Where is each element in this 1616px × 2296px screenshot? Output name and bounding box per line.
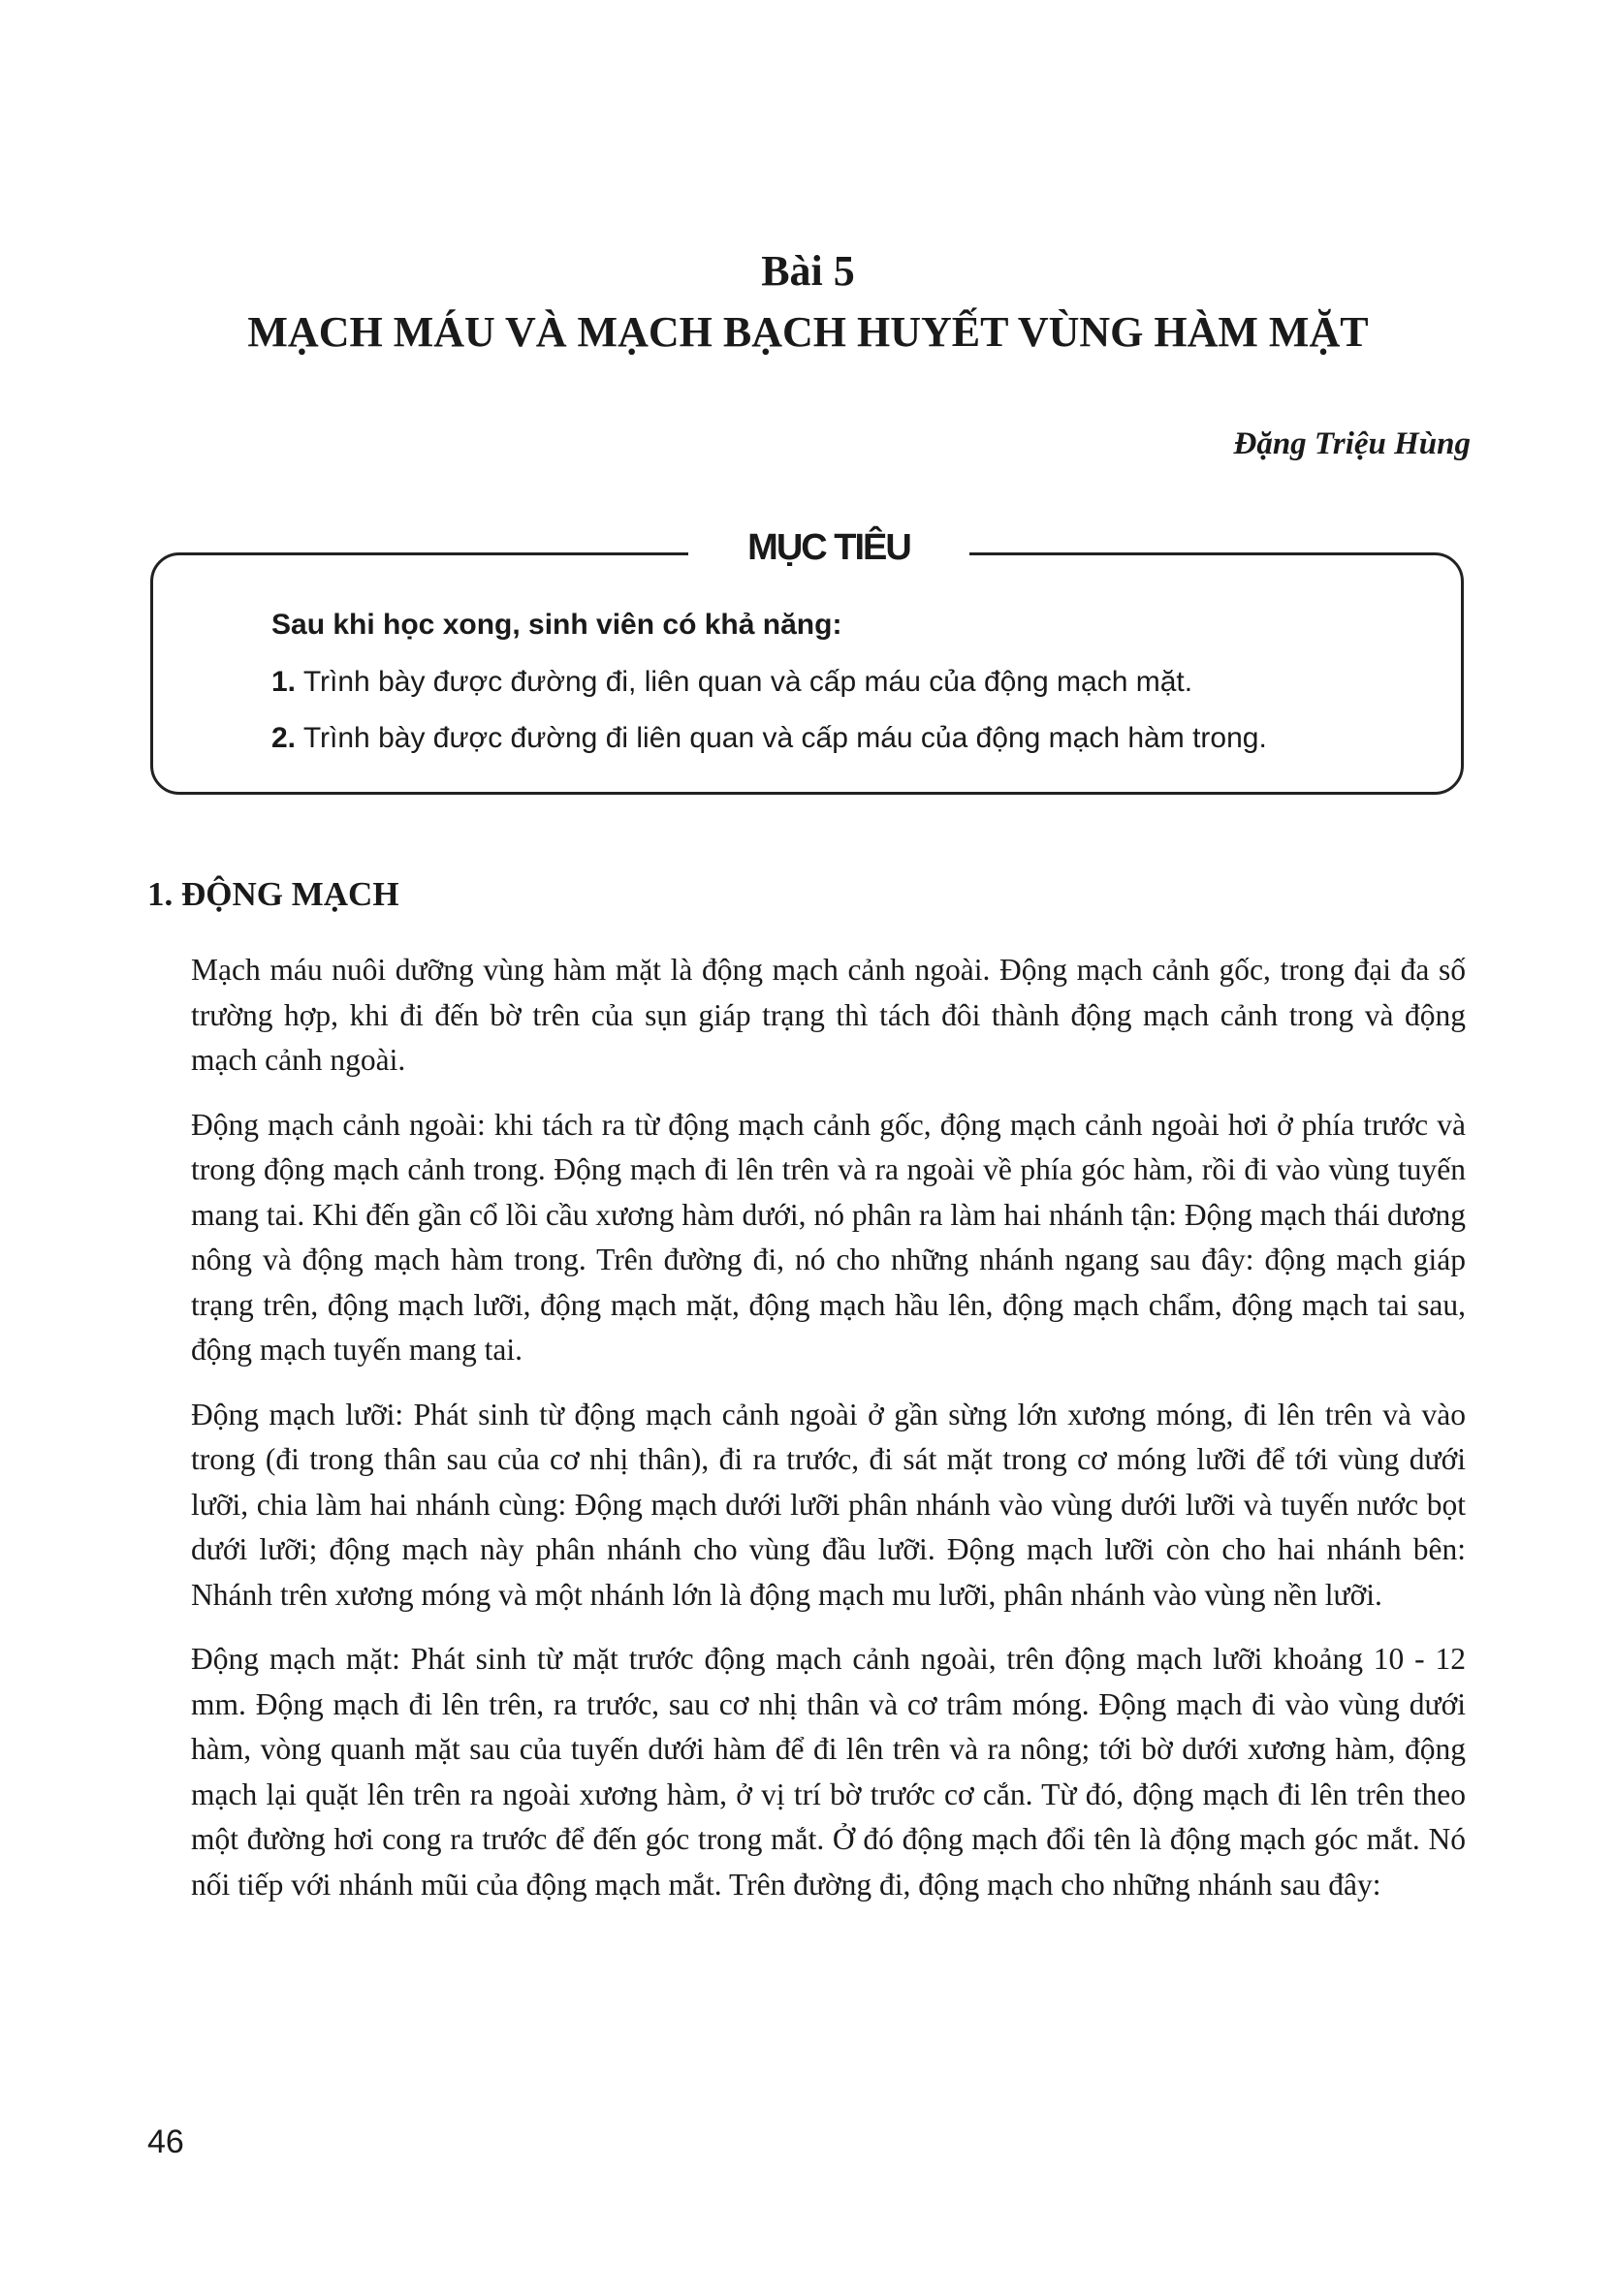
lesson-title: MẠCH MÁU VÀ MẠCH BẠCH HUYẾT VÙNG HÀM MẶT: [247, 308, 1369, 356]
lesson-number: Bài 5: [761, 247, 855, 295]
paragraph: Động mạch cảnh ngoài: khi tách ra từ động mạch cảnh gốc, động mạch cảnh ngoài hơi ở phía trước và trong động mạch cảnh trong. Động mạch đi lên trên và ra ngoài về phía góc hàm, rồi đi vào vùng tuyến mang tai. Khi đến gần cổ lồi cầu xương hàm dưới, nó phân ra làm hai nhánh tận: Động mạch thái dương nông và động mạch hàm trong. Trên đường đi, nó cho những nhánh ngang sau đây: động mạch giáp trạng trên, động mạch lưỡi, động mạch mặt, động mạch hầu lên, động mạch chẩm, động mạch tai sau, động mạch tuyến mang tai.: [191, 1107, 1466, 1367]
paragraph: Mạch máu nuôi dưỡng vùng hàm mặt là động mạch cảnh ngoài. Động mạch cảnh gốc, trong đại đa số trường hợp, khi đi đến bờ trên của sụn giáp trạng thì tách đôi thành động mạch cảnh trong và động mạch cảnh ngoài.: [191, 953, 1466, 1077]
objective-text: Trình bày được đường đi liên quan và cấp máu của động mạch hàm trong.: [302, 722, 1267, 754]
objectives-intro: Sau khi học xong, sinh viên có khả năng:: [271, 609, 842, 641]
author-name: Đặng Triệu Hùng: [1233, 426, 1471, 461]
objective-number: 2.: [271, 722, 297, 754]
objective-item: [271, 663, 1192, 702]
paragraph: Động mạch mặt: Phát sinh từ mặt trước động mạch cảnh ngoài, trên động mạch lưỡi khoảng 10 - 12 mm. Động mạch đi lên trên, ra trước, sau cơ nhị thân và cơ trâm móng. Động mạch đi vào vùng dưới hàm, vòng quanh mặt sau của tuyến dưới hàm để đi lên trên và ra nông; tới bờ dưới xương hàm, động mạch lại quặt lên trên ra ngoài xương hàm, ở vị trí bờ trước cơ cắn. Từ đó, động mạch đi lên trên theo một đường hơi cong ra trước để đến góc trong mắt. Ở đó động mạch đổi tên là động mạch góc mắt. Nó nối tiếp với nhánh mũi của động mạch mắt. Trên đường đi, động mạch cho những nhánh sau đây:: [191, 1642, 1466, 1902]
objective-item: [271, 719, 1267, 758]
objectives-heading: MỤC TIÊU: [688, 519, 969, 576]
section-body: [191, 948, 1466, 1927]
section-heading: 1. ĐỘNG MẠCH: [147, 875, 399, 913]
page-number: 46: [147, 2123, 184, 2160]
objective-text: Trình bày được đường đi, liên quan và cấp máu của động mạch mặt.: [302, 666, 1193, 698]
paragraph: Động mạch lưỡi: Phát sinh từ động mạch cảnh ngoài ở gần sừng lớn xương móng, đi lên trên và vào trong (đi trong thân sau của cơ nhị thân), đi ra trước, đi sát mặt trong cơ móng lưỡi để tới vùng dưới lưỡi, chia làm hai nhánh cùng: Động mạch dưới lưỡi phân nhánh vào vùng dưới lưỡi và tuyến nước bọt dưới lưỡi; động mạch này phân nhánh cho vùng đầu lưỡi. Động mạch lưỡi còn cho hai nhánh bên: Nhánh trên xương móng và một nhánh lớn là động mạch mu lưỡi, phân nhánh vào vùng nền lưỡi.: [191, 1397, 1466, 1612]
objective-number: 1.: [271, 666, 297, 698]
